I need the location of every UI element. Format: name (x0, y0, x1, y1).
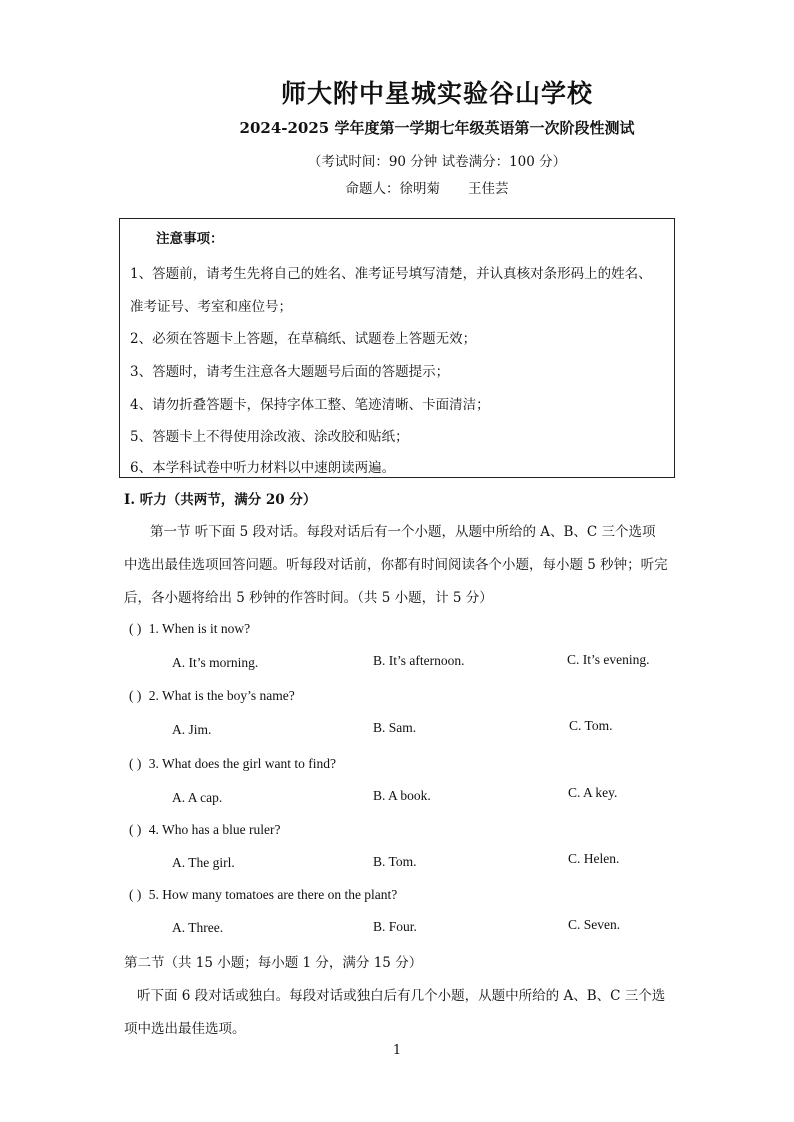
option-b: B. Sam. (373, 720, 417, 735)
school-name: 师大附中星城实验谷山学校 (280, 79, 593, 108)
option-b: B. It’s afternoon. (373, 653, 465, 668)
answer-bracket[interactable]: ( ) (129, 756, 142, 771)
option-b: B. Four. (373, 919, 417, 934)
question-row (129, 822, 280, 838)
notice-title: 注意事项： (156, 231, 224, 247)
answer-bracket[interactable]: ( ) (129, 887, 142, 902)
option-c: C. Helen. (568, 851, 620, 866)
option-b: B. A book. (373, 788, 431, 803)
question-text: 1. When is it now? (148, 621, 251, 636)
notice-item: 1、答题前，请考生先将自己的姓名、准考证号填写清楚，并认真核对条形码上的姓名、 (130, 266, 652, 282)
exam-title: 2024-2025 学年度第一学期七年级英语第一次阶段性测试 (239, 119, 635, 137)
page-number: 1 (392, 1043, 402, 1058)
part2-instruction-line: 听下面 6 段对话或独白。每段对话或独白后有几个小题，从题中所给的 A、B、C 三个选 (137, 988, 666, 1004)
option-a: A. It’s morning. (172, 655, 259, 670)
option-a: A. Three. (172, 920, 224, 935)
question-row (129, 688, 295, 704)
option-b: B. Tom. (373, 854, 417, 869)
exam-info: （考试时间：90 分钟 试卷满分：100 分） (307, 154, 567, 170)
option-c: C. Tom. (569, 718, 613, 733)
notice-item: 4、请勿折叠答题卡，保持字体工整、笔迹清晰、卡面清洁； (130, 397, 490, 413)
notice-item: 5、答题卡上不得使用涂改液、涂改胶和贴纸； (130, 429, 409, 445)
option-c: C. It’s evening. (567, 652, 650, 667)
question-text: 4. Who has a blue ruler? (148, 822, 281, 837)
notice-item: 准考证号、考室和座位号； (130, 299, 292, 315)
notice-item: 2、必须在答题卡上答题，在草稿纸、试题卷上答题无效； (130, 331, 477, 347)
question-text: 5. How many tomatoes are there on the plant? (148, 887, 398, 902)
answer-bracket[interactable]: ( ) (129, 688, 142, 703)
question-row (129, 621, 250, 637)
part1-instruction-line: 中选出最佳选项回答问题。听每段对话前，你都有时间阅读各个小题，每小题 5 秒钟；听完 (124, 557, 668, 573)
exam-authors (0, 177, 794, 197)
part2-instruction-line: 项中选出最佳选项。 (124, 1021, 246, 1037)
part2-heading: 第二节（共 15 小题；每小题 1 分，满分 15 分） (124, 955, 423, 971)
option-c: C. Seven. (568, 917, 621, 932)
section-heading: I. 听力（共两节，满分 20 分） (124, 492, 317, 508)
option-a: A. Jim. (172, 722, 212, 737)
notice-item: 6、本学科试卷中听力材料以中速朗读两遍。 (130, 460, 396, 476)
notice-box (119, 218, 675, 478)
notice-item: 3、答题时，请考生注意各大题题号后面的答题提示； (130, 364, 450, 380)
question-row (129, 887, 397, 903)
option-a: A. A cap. (172, 790, 223, 805)
question-row (129, 756, 336, 772)
part1-instruction-line: 后，各小题将给出 5 秒钟的作答时间。（共 5 小题，计 5 分） (124, 590, 493, 606)
option-c: C. A key. (568, 785, 618, 800)
question-text: 2. What is the boy’s name? (148, 688, 295, 703)
answer-bracket[interactable]: ( ) (129, 822, 142, 837)
question-text: 3. What does the girl want to find? (148, 756, 336, 771)
option-a: A. The girl. (172, 855, 235, 870)
answer-bracket[interactable]: ( ) (129, 621, 142, 636)
author-second: 王佳芸 (468, 181, 509, 197)
author-first: 命题人：徐明菊 (345, 181, 440, 197)
part1-instruction-line: 第一节 听下面 5 段对话。每段对话后有一个小题，从题中所给的 A、B、C 三个选项 (150, 524, 656, 540)
